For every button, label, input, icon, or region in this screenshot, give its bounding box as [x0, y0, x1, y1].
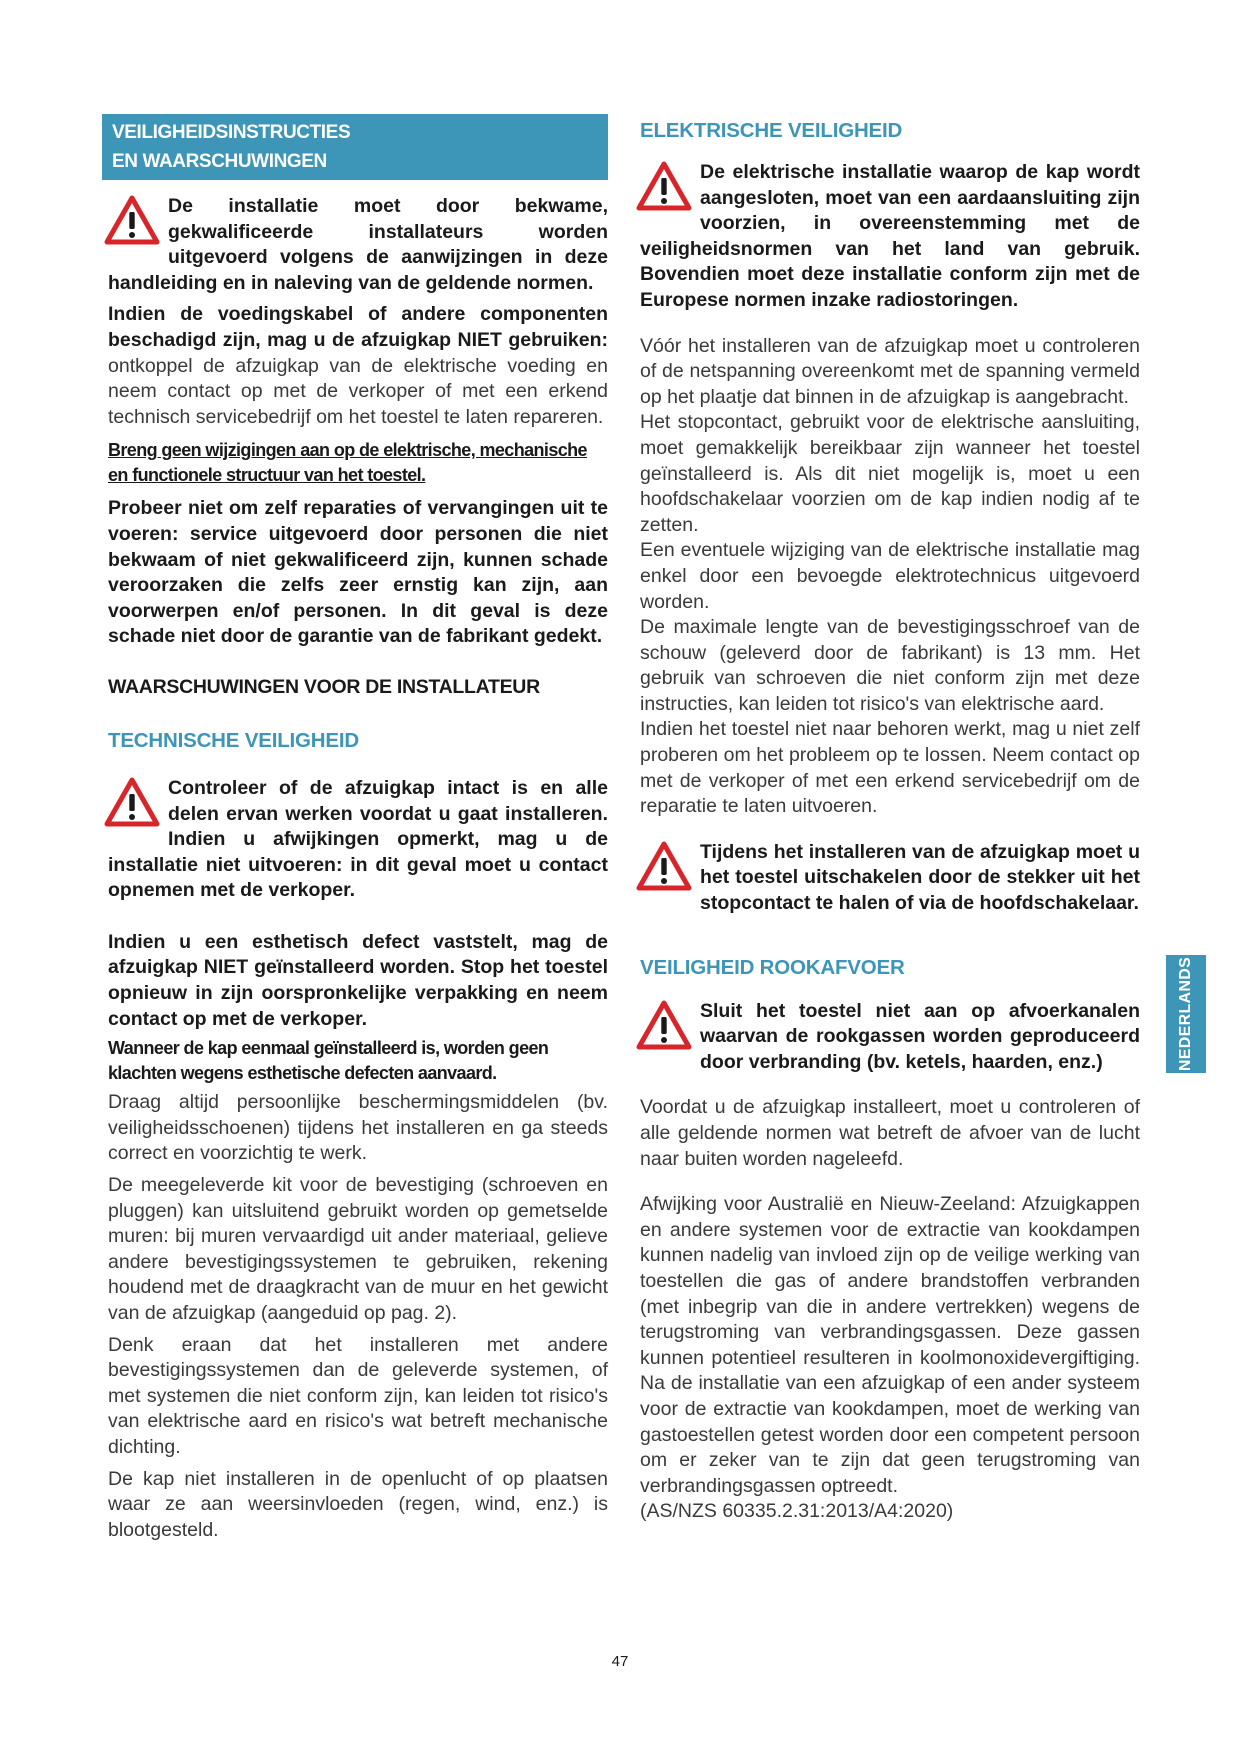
- warning-block-flue: [640, 999, 1140, 1076]
- paragraph-standard-reference: (AS/NZS 60335.2.31:2013/A4:2020): [640, 1500, 954, 1523]
- language-side-tab: [1166, 955, 1206, 1073]
- warning-triangle-icon: [104, 194, 160, 246]
- warning-triangle-icon: [636, 999, 692, 1051]
- paragraph-screw-length: De maximale lengte van de bevestigingsschroef van de schouw (geleverd door de fabrikant) is 13 mm. Het gebruik van schroeven die niet conform zijn met deze instructies, kan leiden tot risico's van elektrische aard.: [640, 616, 1140, 715]
- warning-triangle-icon: [636, 840, 692, 892]
- paragraph-exhaust-standards: Voordat u de afzuigkap installeert, moet u controleren of alle geldende normen wat betreft de afvoer van de lucht naar buiten worden nageleefd.: [640, 1096, 1140, 1170]
- warning-triangle-icon: [636, 160, 692, 212]
- paragraph-socket: Het stopcontact, gebruikt voor de elektrische aansluiting, moet gemakkelijk bereikbaar zijn wanneer het toestel geïnstalleerd is. Als dit niet mogelijk is, moet u een hoofdschakelaar voorzien om de kap indien nodig af te zetten.: [640, 411, 1140, 536]
- paragraph-protective-equipment: Draag altijd persoonlijke beschermingsmiddelen (bv. veiligheidsschoenen) tijdens het installeren en ga steeds correct en voorzichtig te werk.: [108, 1091, 608, 1165]
- paragraph-no-repairs: Probeer niet om zelf reparaties of vervangingen uit te voeren: service uitgevoerd door personen die niet bekwaam of niet gekwalificeerd zijn, kunnen schade veroorzaken die zelfs zeer ernstig kan zijn, aan voorwerpen en/of personen. In dit geval is deze schade niet door de garantie van de fabrikant gedekt.: [108, 497, 608, 648]
- paragraph-voltage-check: Vóór het installeren van de afzuigkap moet u controleren of de netspanning overeenkomt met de spanning vermeld op het plaatje dat binnen in de afzuigkap is aangebracht.: [640, 334, 1140, 408]
- warning-text: Sluit het toestel niet aan op afvoerkanalen waarvan de rookgassen worden geproduceerd door verbranding (bv. ketels, haarden, enz.): [700, 999, 1140, 1073]
- warning-block-unplug: [640, 840, 1140, 917]
- section-banner: [102, 114, 608, 180]
- warning-text: De installatie moet door bekwame, gekwalificeerde installateurs worden uitgevoerd volgens de aanwijzingen in deze handleiding en in naleving van de geldende normen.: [108, 195, 608, 294]
- warning-block-installers: [108, 194, 608, 296]
- paragraph-damaged-cable: [108, 302, 608, 430]
- heading-installer-warnings: WAARSCHUWINGEN VOOR DE INSTALLATEUR: [108, 675, 540, 698]
- paragraph-not-working: Indien het toestel niet naar behoren werkt, mag u niet zelf proberen om het probleem op te lossen. Neem contact op met de verkoper of met een erkend servicebedrijf om de reparatie te laten uitvoeren.: [640, 718, 1140, 818]
- banner-line-2: EN WAARSCHUWINGEN: [112, 151, 327, 172]
- left-column: [108, 114, 608, 1543]
- paragraph-outdoor: De kap niet installeren in de openlucht of op plaatsen waar ze aan weersinvloeden (regen, wind, enz.) is blootgesteld.: [108, 1467, 608, 1541]
- paragraph-fixing-kit: De meegeleverde kit voor de bevestiging (schroeven en pluggen) kan uitsluitend gebruikt worden op gemetselde muren: bij muren vervaardigd uit ander materiaal, gelieve andere bevestigingssystemen te gebruiken, rekening houdend met de draagkracht van de muur en het gewicht van de afzuigkap (aangeduid op pag. 2).: [108, 1174, 608, 1324]
- warning-text: De elektrische installatie waarop de kap wordt aangesloten, moet van een aardaansluiting zijn voorzien, in overeenstemming met de veiligheidsnormen van het land van gebruik. Bovendien moet deze installatie conform zijn met de Europese normen inzake radiostoringen.: [640, 161, 1140, 311]
- paragraph-other-systems: Denk eraan dat het installeren met andere bevestigingssystemen dan de geleverde systemen, of met systemen die niet conform zijn, kan leiden tot risico's van elektrische aard en risico's wat betreft mechanische dichting.: [108, 1333, 608, 1458]
- heading-electrical-safety: ELEKTRISCHE VEILIGHEID: [640, 119, 903, 142]
- heading-smoke-exhaust-safety: VEILIGHEID ROOKAFVOER: [640, 955, 905, 979]
- paragraph-no-complaints: Wanneer de kap eenmaal geïnstalleerd is, worden geen klachten wegens esthetische defecten aanvaard.: [108, 1038, 549, 1084]
- paragraph-modification: Een eventuele wijziging van de elektrische installatie mag enkel door een bevoegde elektrotechnicus uitgevoerd worden.: [640, 539, 1140, 613]
- warning-triangle-icon: [104, 776, 160, 828]
- page-number: 47: [611, 1653, 629, 1670]
- warning-text: Tijdens het installeren van de afzuigkap moet u het toestel uitschakelen door de stekker uit het stopcontact te halen of via de hoofdschakelaar.: [700, 840, 1140, 915]
- paragraph-no-modifications: Breng geen wijzigingen aan op de elektrische, mechanische en functionele structuur van het toestel.: [108, 440, 587, 486]
- paragraph-australia-nz: Afwijking voor Australië en Nieuw-Zeeland: Afzuigkappen en andere systemen voor de extractie van kookdampen kunnen nadelig van invloed zijn op de veilige werking van toestellen die gas of andere brandstoffen verbranden (met inbegrip van die in andere vertrekken) wegens de terugstroming van verbrandingsgassen. Deze gassen kunnen potentieel resulteren in koolmonoxidevergiftiging. Na de installatie van een afzuigkap of een ander systeem voor de extractie van kookdampen, moet de werking van gastoestellen getest worden door een competent persoon om er zeker van te zijn dat geen terugstroming van verbrandingsgassen optreedt.: [640, 1193, 1140, 1497]
- warning-block-check-hood: [108, 776, 608, 904]
- language-tab-label: NEDERLANDS: [1177, 956, 1194, 1072]
- banner-line-1: VEILIGHEIDSINSTRUCTIES: [112, 122, 351, 143]
- heading-technical-safety: TECHNISCHE VEILIGHEID: [108, 728, 359, 752]
- paragraph-bold-lead: Indien de voedingskabel of andere componenten beschadigd zijn, mag u de afzuigkap NIET gebruiken:: [108, 303, 608, 351]
- paragraph-aesthetic-defect: Indien u een esthetisch defect vaststelt, mag de afzuigkap NIET geïnstalleerd worden. Stop het toestel opnieuw in zijn oorspronkelijke verpakking en neem contact op met de verkoper.: [108, 930, 608, 1030]
- paragraph-rest: ontkoppel de afzuigkap van de elektrische voeding en neem contact op met de verkoper of met een erkend technisch servicebedrijf om het toestel te laten repareren.: [108, 354, 608, 428]
- warning-block-earthing: [640, 160, 1140, 314]
- warning-text: Controleer of de afzuigkap intact is en alle delen ervan werken voordat u gaat installeren. Indien u afwijkingen opmerkt, mag u de installatie niet uitvoeren: in dit geval moet u contact opnemen met de verkoper.: [108, 776, 608, 902]
- right-column: [640, 114, 1140, 1525]
